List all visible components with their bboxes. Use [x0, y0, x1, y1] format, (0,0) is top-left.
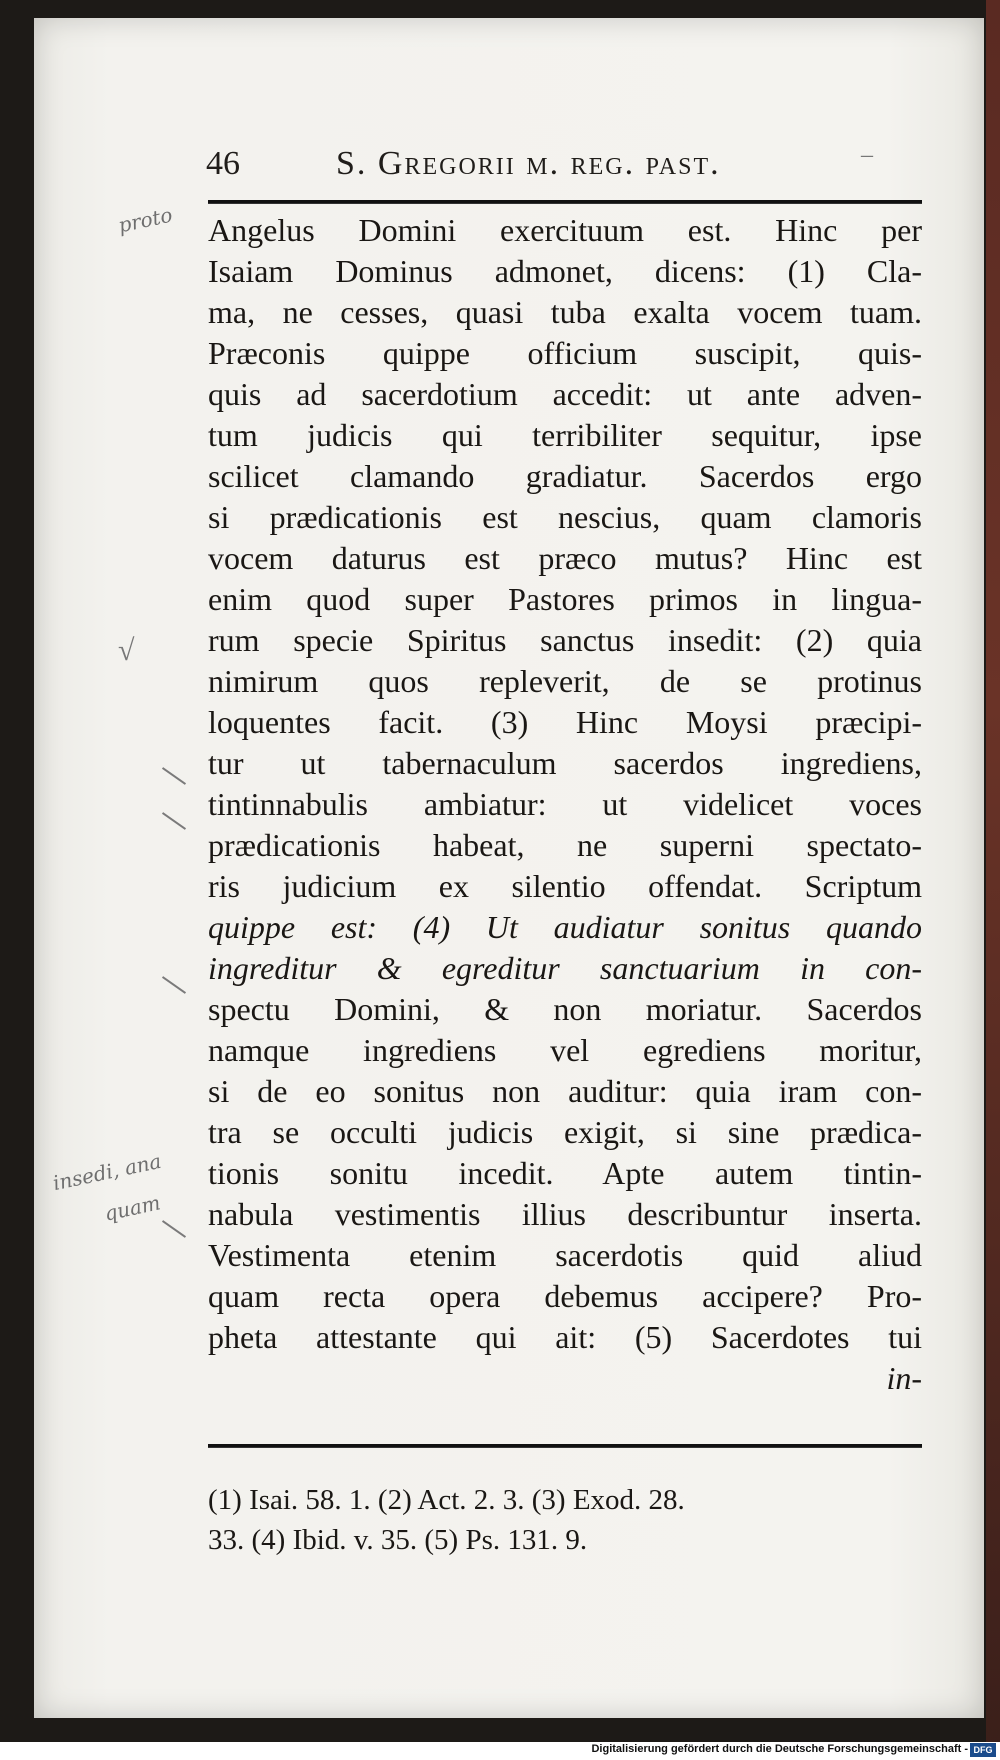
margin-check-mark: √	[118, 634, 135, 667]
page-header	[206, 142, 926, 191]
marginal-note: proto	[116, 202, 175, 238]
text-line: prædicationis habeat, ne superni spectato-	[208, 827, 922, 863]
dfg-logo: DFG	[970, 1743, 996, 1757]
footer-credit: Digitalisierung gefördert durch die Deutsche Forschungsgemeinschaft -	[591, 1743, 968, 1755]
footnotes	[208, 1480, 922, 1560]
marginal-note: insedi, ana	[50, 1148, 164, 1196]
text-line: enim quod super Pastores primos in lingua-	[208, 581, 922, 617]
text-line: tionis sonitu incedit. Apte autem tintin-	[208, 1155, 922, 1191]
text-line: tum judicis qui terribiliter sequitur, ipse	[208, 417, 922, 453]
text-line: si de eo sonitus non auditur: quia iram con-	[208, 1073, 922, 1109]
text-line: ingreditur & egreditur sanctuarium in con-	[208, 950, 922, 986]
text-line: quippe est: (4) Ut audiatur sonitus quando	[208, 909, 922, 945]
marginal-note: quam	[102, 1190, 163, 1226]
text-line: tur ut tabernaculum sacerdos ingrediens,	[208, 745, 922, 781]
text-line: pheta attestante qui ait: (5) Sacerdotes tui	[208, 1319, 922, 1355]
text-line: rum specie Spiritus sanctus insedit: (2) quia	[208, 622, 922, 658]
catchword: in-	[886, 1360, 922, 1396]
page-edge	[986, 0, 1000, 1760]
text-line: Isaiam Dominus admonet, dicens: (1) Cla-	[208, 253, 922, 289]
text-line: Vestimenta etenim sacerdotis quid aliud	[208, 1237, 922, 1273]
text-line: quam recta opera debemus accipere? Pro-	[208, 1278, 922, 1314]
body-text	[208, 210, 922, 1399]
text-line: spectu Domini, & non moriatur. Sacerdos	[208, 991, 922, 1027]
text-line: si prædicationis est nescius, quam clamoris	[208, 499, 922, 535]
text-line: nimirum quos repleverit, de se protinus	[208, 663, 922, 699]
text-line: Angelus Domini exercituum est. Hinc per	[208, 212, 922, 248]
text-line: loquentes facit. (3) Hinc Moysi præcipi-	[208, 704, 922, 740]
text-line: ma, ne cesses, quasi tuba exalta vocem tuam.	[208, 294, 922, 330]
footnote-line: (1) Isai. 58. 1. (2) Act. 2. 3. (3) Exod. 28.	[208, 1484, 685, 1516]
text-line: vocem daturus est præco mutus? Hinc est	[208, 540, 922, 576]
footnote-rule	[208, 1444, 922, 1448]
text-line: tra se occulti judicis exigit, si sine prædica-	[208, 1114, 922, 1150]
page-number: 46	[206, 145, 240, 182]
head-mark: –	[861, 142, 873, 168]
text-line: nabula vestimentis illius describuntur inserta.	[208, 1196, 922, 1232]
text-line: tintinnabulis ambiatur: ut videlicet voces	[208, 786, 922, 822]
text-line: namque ingrediens vel egrediens moritur,	[208, 1032, 922, 1068]
text-line: Præconis quippe officium suscipit, quis-	[208, 335, 922, 371]
text-line: ris judicium ex silentio offendat. Scriptum	[208, 868, 922, 904]
footnote-line: 33. (4) Ibid. v. 35. (5) Ps. 131. 9.	[208, 1524, 588, 1556]
text-line: quis ad sacerdotium accedit: ut ante adven-	[208, 376, 922, 412]
header-rule	[208, 200, 922, 204]
text-line: scilicet clamando gradiatur. Sacerdos ergo	[208, 458, 922, 494]
running-head: S. Gregorii m. reg. past.	[336, 145, 721, 182]
